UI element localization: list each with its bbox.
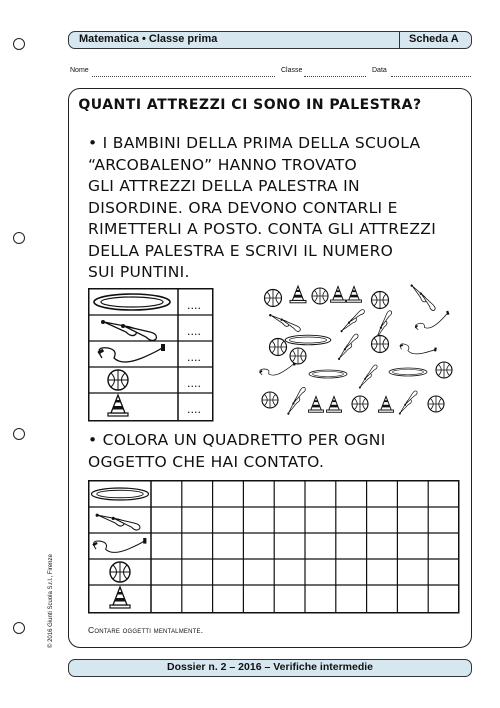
cone-icon: [108, 395, 128, 416]
name-field[interactable]: [92, 76, 275, 77]
date-field[interactable]: [391, 76, 471, 77]
grid-cell[interactable]: [183, 560, 212, 584]
grid-cell[interactable]: [429, 560, 458, 584]
exercise-title: QUANTI ATTREZZI CI SONO IN PALESTRA?: [78, 97, 422, 113]
grid-cell[interactable]: [244, 508, 273, 532]
answer-blank-ropes[interactable]: ....: [187, 351, 201, 364]
class-label: Classe: [281, 67, 303, 74]
grid-cell[interactable]: [398, 482, 427, 506]
grid-cell[interactable]: [275, 534, 304, 558]
grid-cell[interactable]: [368, 534, 397, 558]
instruction-line: RIMETTERLI A POSTO. CONTA GLI ATTREZZI: [88, 220, 437, 238]
grid-cell[interactable]: [306, 586, 335, 612]
instruction-line: DELLA PALESTRA E SCRIVI IL NUMERO: [88, 241, 394, 260]
gym-equipment-illustration: [258, 282, 458, 424]
grid-cell[interactable]: [275, 508, 304, 532]
grid-cell[interactable]: [152, 586, 181, 612]
grid-cell[interactable]: [244, 586, 273, 612]
grid-cell[interactable]: [429, 482, 458, 506]
header-bar: [68, 31, 472, 49]
instruction-line: OGGETTO CHE HAI CONTATO.: [88, 452, 325, 471]
grid-cell[interactable]: [337, 586, 366, 612]
header-divider: [399, 31, 400, 49]
grid-cell[interactable]: [398, 534, 427, 558]
answer-blank-cones[interactable]: ....: [187, 403, 201, 416]
binder-hole-bottom: [13, 622, 25, 634]
grid-cell[interactable]: [152, 560, 181, 584]
grid-cell[interactable]: [244, 482, 273, 506]
count-table: [88, 288, 214, 422]
grid-cell[interactable]: [214, 508, 243, 532]
binder-hole-top: [13, 38, 25, 50]
answer-blank-hoops[interactable]: ....: [187, 299, 201, 312]
instruction-line: • I BAMBINI DELLA PRIMA DELLA SCUOLA: [88, 134, 421, 152]
grid-cell[interactable]: [244, 560, 273, 584]
grid-cell[interactable]: [152, 534, 181, 558]
instructions-block-1: [88, 133, 436, 284]
grid-cell[interactable]: [429, 534, 458, 558]
grid-cell[interactable]: [368, 560, 397, 584]
grid-cell[interactable]: [214, 534, 243, 558]
grid-cell[interactable]: [183, 482, 212, 506]
ball-icon: [110, 562, 130, 582]
grid-cell[interactable]: [306, 534, 335, 558]
copyright-notice: © 2016 Giunti Scuola S.r.l., Firenze: [48, 554, 54, 648]
cone-icon: [110, 587, 130, 608]
instruction-line: DISORDINE. ORA DEVONO CONTARLI E: [88, 198, 398, 217]
instruction-line: • COLORA UN QUADRETTO PER OGNI: [88, 431, 386, 449]
grid-cell[interactable]: [337, 508, 366, 532]
ball-icon: [108, 370, 128, 390]
grid-cell[interactable]: [306, 560, 335, 584]
binder-hole-upper: [13, 232, 25, 244]
coloring-grid: [88, 480, 460, 614]
answer-blank-clubs[interactable]: ....: [187, 325, 201, 338]
grid-cell[interactable]: [398, 508, 427, 532]
name-label: Nome: [70, 67, 89, 74]
grid-cell[interactable]: [275, 586, 304, 612]
grid-cell[interactable]: [275, 560, 304, 584]
grid-cell[interactable]: [183, 508, 212, 532]
grid-cell[interactable]: [368, 586, 397, 612]
grid-cell[interactable]: [183, 586, 212, 612]
worksheet-label: Scheda A: [409, 33, 459, 45]
answer-blank-balls[interactable]: ....: [187, 377, 201, 390]
footer-text: Dossier n. 2 – 2016 – Verifiche intermedie: [166, 661, 374, 673]
hoop-icon: [92, 488, 149, 500]
clubs-icon: [96, 514, 140, 530]
grid-cell[interactable]: [152, 482, 181, 506]
grid-cell[interactable]: [152, 508, 181, 532]
grid-cell[interactable]: [306, 482, 335, 506]
grid-cell[interactable]: [398, 586, 427, 612]
grid-cell[interactable]: [337, 482, 366, 506]
grid-cell[interactable]: [306, 508, 335, 532]
grid-cell[interactable]: [398, 560, 427, 584]
clubs-icon: [101, 320, 156, 341]
instruction-line: SUI PUNTINI.: [88, 263, 190, 281]
jump-rope-icon: [97, 344, 165, 362]
teacher-note: Contare oggetti mentalmente.: [88, 625, 204, 635]
grid-cell[interactable]: [214, 586, 243, 612]
grid-cell[interactable]: [368, 508, 397, 532]
jump-rope-icon: [92, 538, 146, 552]
grid-cell[interactable]: [275, 482, 304, 506]
instruction-line: “ARCOBALENO” HANNO TROVATO: [88, 155, 358, 174]
instructions-block-2: [88, 430, 386, 473]
footer-bar: [68, 659, 472, 677]
grid-cell[interactable]: [429, 586, 458, 612]
grid-cell[interactable]: [337, 560, 366, 584]
instruction-line: GLI ATTREZZI DELLA PALESTRA IN: [88, 177, 360, 195]
grid-cell[interactable]: [244, 534, 273, 558]
hoop-icon: [94, 294, 170, 310]
grid-cell[interactable]: [214, 560, 243, 584]
class-field[interactable]: [304, 76, 366, 77]
grid-cell[interactable]: [337, 534, 366, 558]
date-label: Data: [372, 67, 387, 74]
binder-hole-lower: [13, 428, 25, 440]
grid-cell[interactable]: [368, 482, 397, 506]
grid-cell[interactable]: [429, 508, 458, 532]
subject-title: Matematica • Classe prima: [79, 33, 218, 45]
grid-cell[interactable]: [214, 482, 243, 506]
grid-cell[interactable]: [183, 534, 212, 558]
